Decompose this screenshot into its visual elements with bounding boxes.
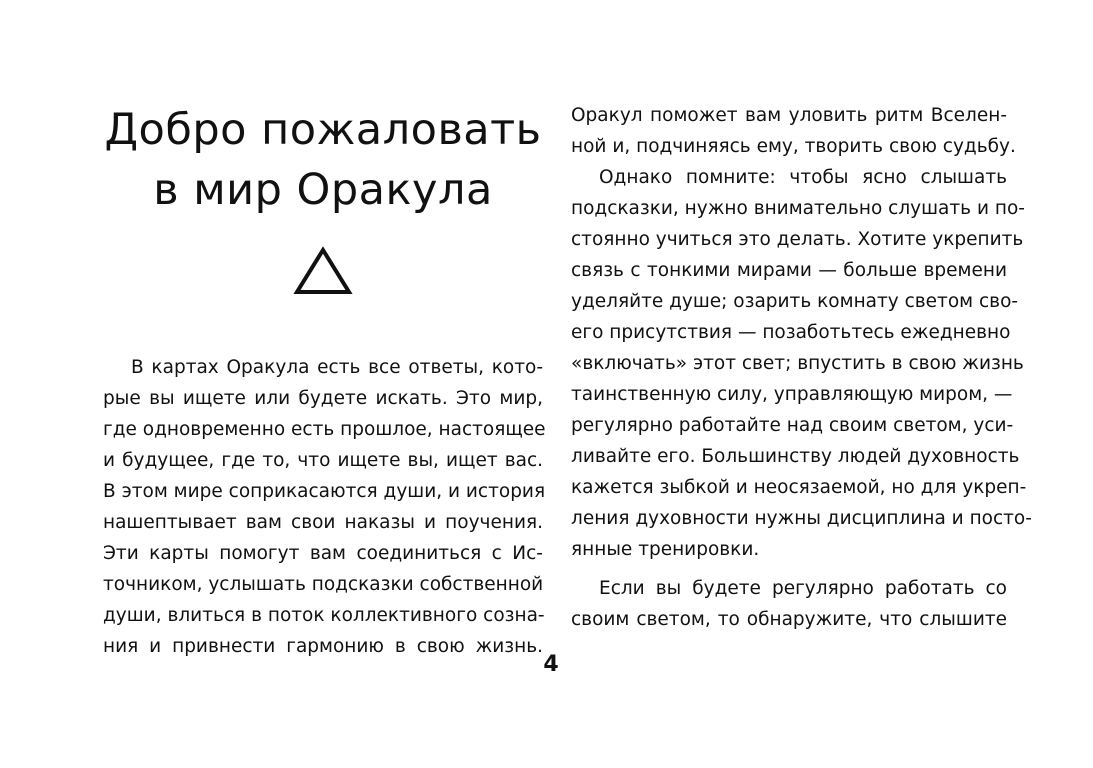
text-line: Эти карты помогут вам соединиться с Ис- — [103, 543, 543, 564]
text-line: ления духовности нужны дисциплина и посто- — [571, 508, 1032, 529]
title-line-1: Добро пожаловать — [104, 105, 542, 155]
text-line: ливайте его. Большинству людей духовность — [571, 446, 1020, 467]
text-line: где одновременно есть прошлое, настоящее — [103, 419, 546, 440]
text-line: своим светом, то обнаружите, что слышите — [571, 609, 1007, 630]
text-line: кажется зыбкой и неосязаемой, но для укреп- — [571, 477, 1027, 498]
left-column — [103, 100, 546, 662]
intro-paragraph — [103, 352, 546, 662]
text-line: связь с тонкими мирами — больше времени — [571, 260, 1007, 281]
text-line: Оракул поможет вам уловить ритм Вселен- — [571, 105, 1007, 126]
page-title — [103, 100, 543, 220]
text-line: и будущее, где то, что ищете вы, ищет вас. — [103, 450, 543, 471]
text-line: таинственную силу, управляющую миром, — — [571, 384, 1013, 405]
triangle-icon — [103, 246, 543, 306]
text-line: его присутствия — позаботьтесь ежедневно — [571, 322, 1011, 343]
text-line: точником, услышать подсказки собственной — [103, 574, 544, 595]
text-line: В картах Оракула есть все ответы, кото- — [131, 357, 543, 378]
title-line-2: в мир Оракула — [153, 165, 493, 215]
text-line: регулярно работайте над своим светом, уси- — [571, 415, 1014, 436]
text-line: рые вы ищете или будете искать. Это мир, — [103, 388, 543, 409]
text-line: ния и привнести гармонию в свою жизнь. — [103, 636, 543, 657]
paragraph-1 — [571, 100, 1016, 162]
text-line: «включать» этот свет; впустить в свою жизнь — [571, 353, 1024, 374]
paragraph-3 — [571, 573, 1007, 635]
right-column — [571, 100, 1032, 635]
text-line: души, влиться в поток коллективного созна- — [103, 605, 545, 626]
text-line: Если вы будете регулярно работать со — [599, 578, 1007, 599]
text-line: В этом мире соприкасаются души, и история — [103, 481, 546, 502]
text-line: Однако помните: чтобы ясно слышать — [599, 167, 1007, 188]
paragraph-2 — [571, 162, 1032, 565]
text-line: стоянно учиться это делать. Хотите укрепить — [571, 229, 1024, 250]
page-number: 4 — [543, 652, 559, 677]
text-line: нашептывает вам свои наказы и поучения. — [103, 512, 543, 533]
text-line: уделяйте душе; озарить комнату светом сво- — [571, 291, 1019, 312]
text-line: ной и, подчиняясь ему, творить свою судьбу. — [571, 136, 1016, 157]
text-line: янные тренировки. — [571, 539, 760, 560]
text-line: подсказки, нужно внимательно слушать и по- — [571, 198, 1025, 219]
